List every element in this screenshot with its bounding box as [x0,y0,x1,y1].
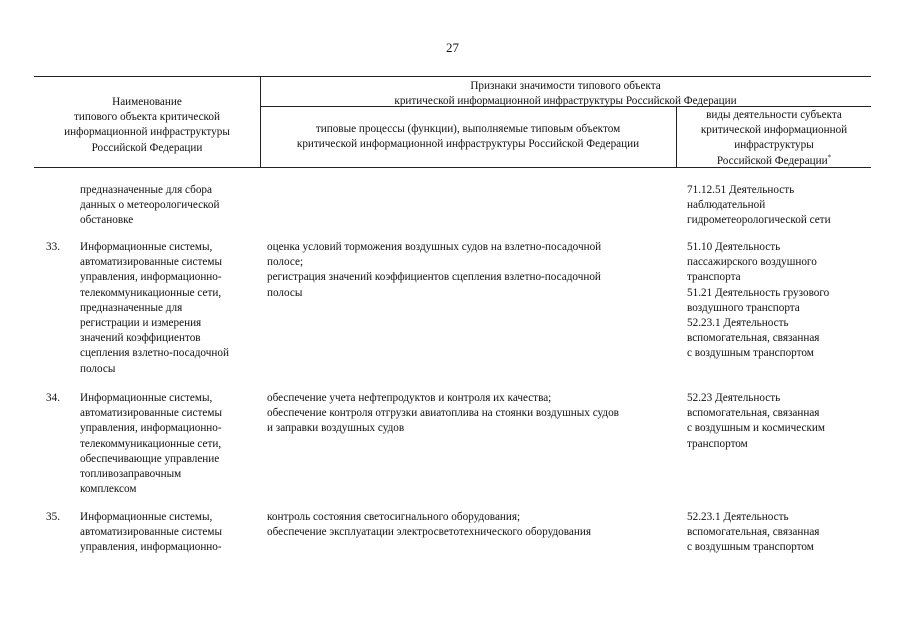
row-name-line: автоматизированные системы [80,407,222,420]
row-activities-line: наблюдательной [687,199,766,212]
table-top-rule [34,76,871,77]
row-name-line: автоматизированные системы [80,256,222,269]
row-processes-line: и заправки воздушных судов [267,422,405,435]
row-activities-line: 51.10 Деятельность [687,241,781,253]
header-processes-column [260,122,676,152]
header-processes-line: критической информационной инфраструктуры Российской Федерации [296,138,640,151]
row-name-line: управления, информационно- [80,422,222,435]
row-activities [687,391,825,452]
row-processes-line: контроль состояния светосигнального оборудования; [267,511,521,523]
row-name-line: телекоммуникационные сети, [80,437,222,450]
page-number: 27 [446,40,459,55]
row-activities-line: с воздушным транспортом [687,347,814,360]
row-processes [267,240,601,301]
header-group-line: Признаки значимости типового объекта [470,80,661,92]
row-activities-line: вспомогательная, связанная [687,526,820,539]
header-processes-line: типовые процессы (функции), выполняемые типовым объектом [315,123,621,135]
row-processes [267,391,619,437]
row-activities [687,510,819,556]
footnote-mark: * [827,152,832,161]
header-name-line: Наименование [112,96,182,108]
row-name-line: предназначенные для сбора [80,184,212,196]
row-name-line: топливозаправочным [80,468,182,481]
row-name [80,183,220,229]
header-name-line: Российской Федерации [91,141,203,154]
row-number: 35. [46,511,60,523]
row-number: 34. [46,392,60,404]
header-activities-line: Российской Федерации* [716,152,832,167]
row-name-line: телекоммуникационные сети, [80,286,222,299]
row-processes-line: полосы [267,286,303,299]
row-name-line: комплексом [80,483,137,496]
row-processes-line: оценка условий торможения воздушных судов на взлетно-посадочной [267,241,602,253]
row-activities-line: вспомогательная, связанная [687,407,820,420]
row-name-line: управления, информационно- [80,271,222,284]
row-activities-line: с воздушным транспортом [687,541,814,554]
row-name-line: сцепления взлетно-посадочной [80,347,229,360]
row-processes-line: обеспечение эксплуатации электросветотехнического оборудования [267,526,591,539]
row-activities-line: 52.23.1 Деятельность [687,317,789,330]
row-processes-line: регистрация значений коэффициентов сцепления взлетно-посадочной [267,271,601,284]
row-activities [687,183,831,229]
header-name-line: типового объекта критической [74,111,220,124]
row-activities-line: 52.23.1 Деятельность [687,511,789,523]
row-activities-line: воздушного транспорта [687,301,800,314]
row-processes-line: обеспечение учета нефтепродуктов и контроля их качества; [267,392,552,404]
row-name [80,510,222,556]
row-name-line: полосы [80,362,116,375]
header-group-line: критической информационной инфраструктуры Российской Федерации [394,95,737,108]
row-name-line: обеспечивающие управление [80,452,220,465]
row-name-line: обстановке [80,214,134,227]
row-activities-line: транспортом [687,437,748,450]
row-activities [687,240,829,362]
row-activities-line: 52.23 Деятельность [687,392,781,404]
header-activities-line: критической информационной [700,124,848,137]
row-name-line: предназначенные для [80,301,183,314]
row-processes-line: обеспечение контроля отгрузки авиатоплива на стоянки воздушных судов [267,407,619,420]
row-activities-line: 51.21 Деятельность грузового [687,286,830,299]
row-name [80,391,222,497]
row-activities-line: транспорта [687,271,741,284]
row-name-line: управления, информационно- [80,541,222,554]
header-name-line: информационной инфраструктуры [64,126,230,139]
row-name-line: Информационные системы, [80,392,213,404]
header-activities-column [677,108,871,169]
header-activities-line: виды деятельности субъекта [706,109,842,121]
row-name-line: Информационные системы, [80,241,213,253]
row-activities-line: гидрометеорологической сети [687,214,831,227]
row-name-line: значений коэффициентов [80,332,201,345]
row-activities-line: пассажирского воздушного [687,256,817,269]
row-processes [267,510,591,540]
row-activities-line: 71.12.51 Деятельность [687,184,795,196]
row-name-line: Информационные системы, [80,511,213,523]
row-activities-line: вспомогательная, связанная [687,332,820,345]
header-group-title [260,79,871,109]
row-name [80,240,229,377]
row-name-line: регистрации и измерения [80,317,202,330]
row-processes-line: полосе; [267,256,304,269]
header-name-column [34,95,260,156]
row-name-line: автоматизированные системы [80,526,222,539]
row-activities-line: с воздушным и космическим [687,422,825,435]
row-number: 33. [46,241,60,253]
header-activities-line: инфраструктуры [734,139,814,152]
row-name-line: данных о метеорологической [80,199,220,212]
